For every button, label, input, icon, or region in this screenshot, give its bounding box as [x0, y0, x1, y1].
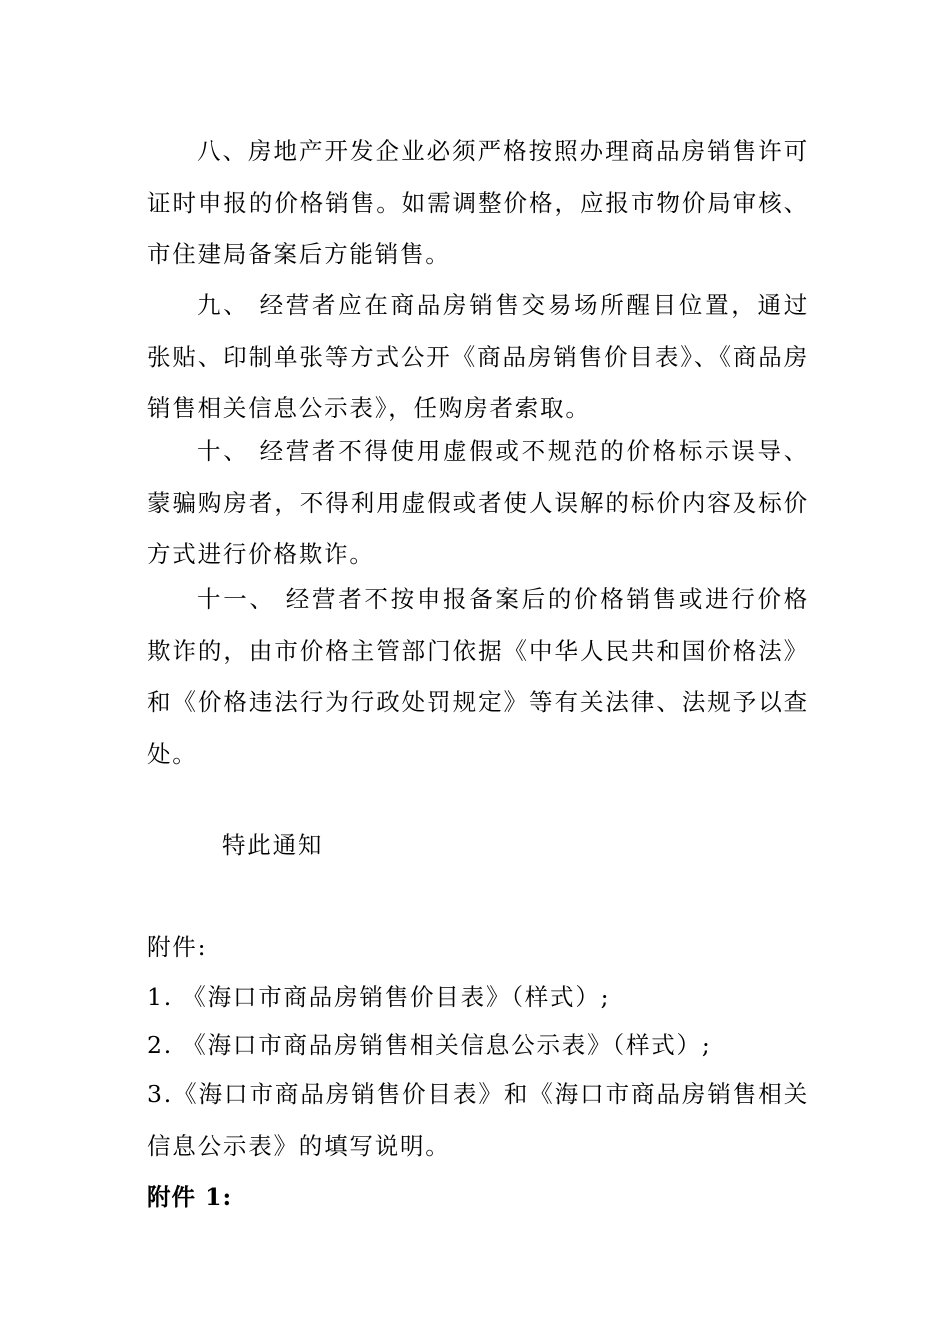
closing-statement: 特此通知 — [222, 831, 324, 859]
paragraph-item-10: 十、 经营者不得使用虚假或不规范的价格标示误导、蒙骗购房者，不得利用虚假或者使人误解的标价内容及标价方式进行价格欺诈。 — [147, 437, 809, 568]
attachment-1-heading: 附件 1: — [147, 1183, 233, 1211]
attachment-item-3: 3.《海口市商品房销售价目表》和《海口市商品房销售相关信息公示表》的填写说明。 — [147, 1080, 809, 1160]
paragraph-item-8: 八、房地产开发企业必须严格按照办理商品房销售许可证时申报的价格销售。如需调整价格，应报市物价局审核、市住建局备案后方能销售。 — [147, 137, 809, 268]
attachments-heading: 附件: — [147, 933, 208, 961]
paragraph-item-11: 十一、 经营者不按申报备案后的价格销售或进行价格欺诈的，由市价格主管部门依据《中华人民共和国价格法》和《价格违法行为行政处罚规定》等有关法律、法规予以查处。 — [147, 585, 809, 768]
attachment-item-2: 2. 《海口市商品房销售相关信息公示表》（样式）; — [147, 1031, 712, 1059]
paragraph-item-9: 九、 经营者应在商品房销售交易场所醒目位置，通过张贴、印制单张等方式公开《商品房销售价目表》、《商品房销售相关信息公示表》，任购房者索取。 — [147, 291, 809, 422]
attachment-item-1: 1. 《海口市商品房销售价目表》（样式）; — [147, 983, 611, 1011]
